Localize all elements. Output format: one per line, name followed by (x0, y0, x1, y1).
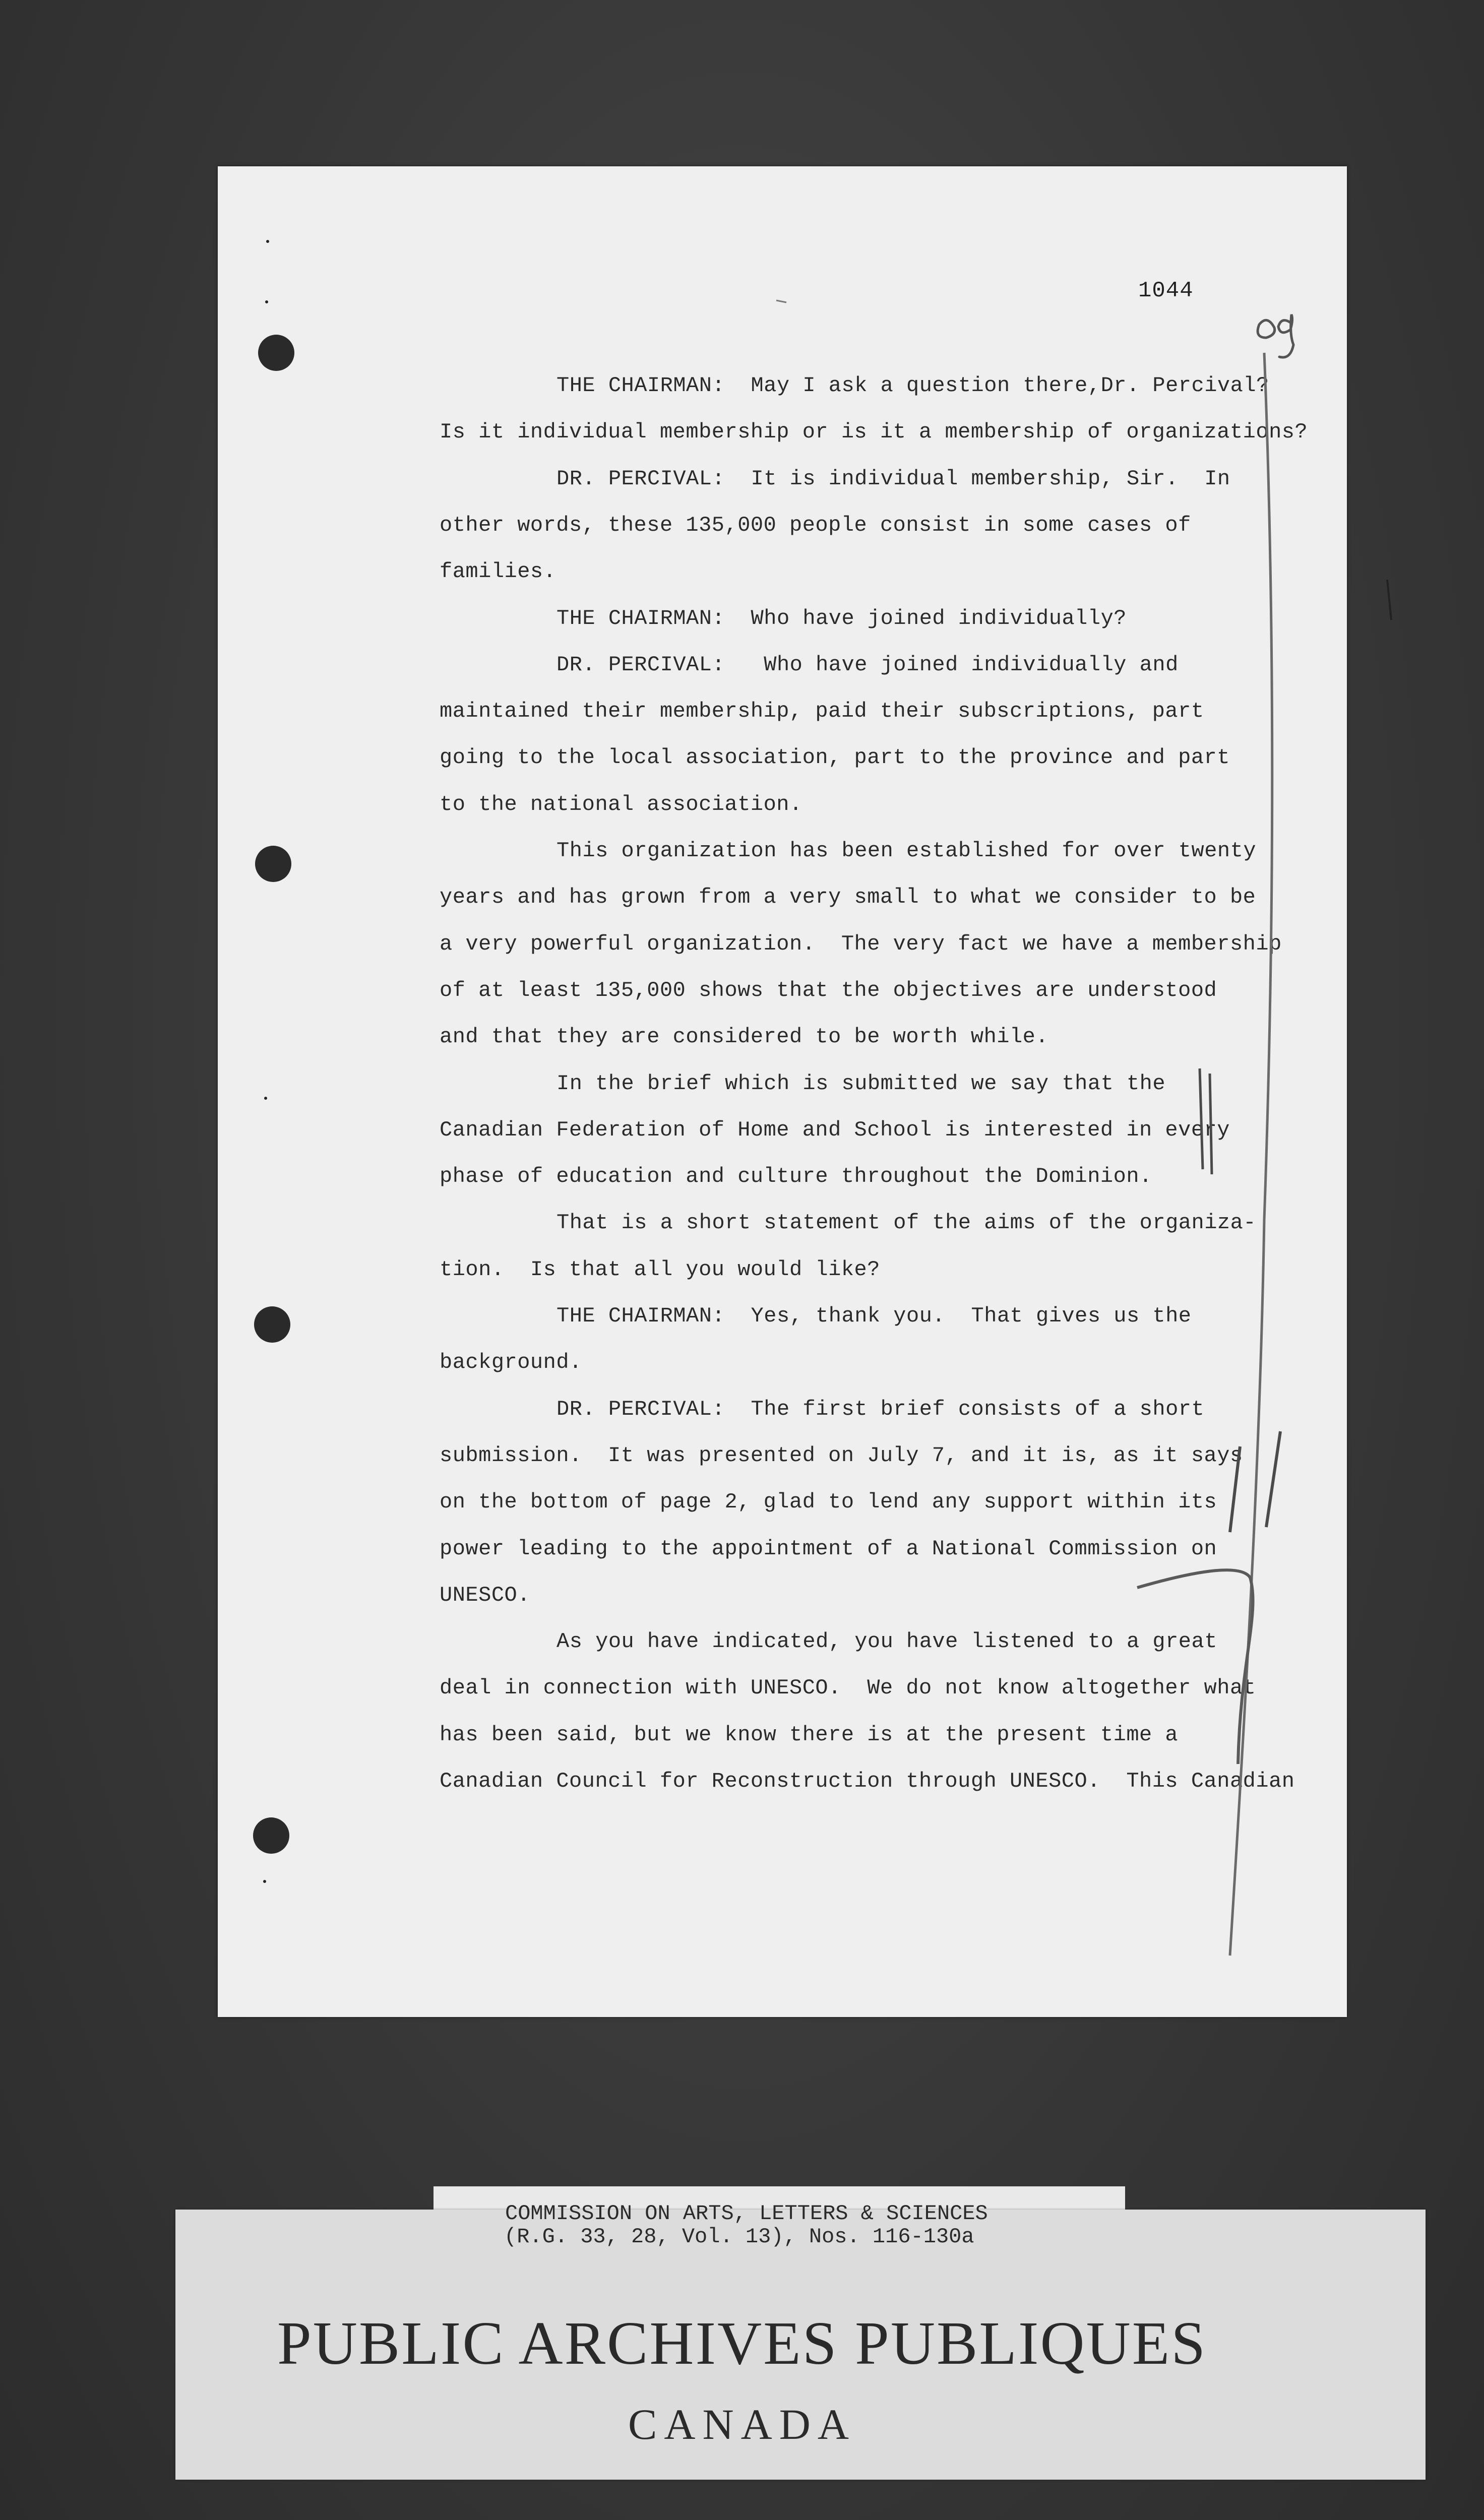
text-line: In the brief which is submitted we say that the (556, 1072, 1166, 1096)
text-line: deal in connection with UNESCO. We do not know altogether what (440, 1676, 1256, 1700)
archive-title: PUBLIC ARCHIVES PUBLIQUES (277, 2309, 1207, 2377)
text-line: has been said, but we know there is at the present time a (440, 1723, 1179, 1747)
text-line: a very powerful organization. The very fact we have a membership (440, 932, 1282, 956)
text-line: THE CHAIRMAN: Yes, thank you. That gives us the (556, 1304, 1192, 1328)
text-line: This organization has been established for over twenty (556, 839, 1257, 863)
text-line: Canadian Federation of Home and School is interested in every (440, 1118, 1230, 1142)
text-line: other words, these 135,000 people consist in some cases of (440, 513, 1191, 537)
margin-mark (1200, 1068, 1212, 1174)
archive-reference-line-1: COMMISSION ON ARTS, LETTERS & SCIENCES (505, 2201, 988, 2226)
text-line: tion. Is that all you would like? (440, 1257, 880, 1282)
text-line: THE CHAIRMAN: Who have joined individually? (556, 606, 1127, 631)
text-line: phase of education and culture throughout the Dominion. (440, 1164, 1152, 1188)
handwritten-initials (1258, 314, 1293, 357)
text-line: background. (440, 1350, 582, 1374)
text-line: UNESCO. (440, 1583, 530, 1607)
text-line: submission. It was presented on July 7, and it is, as it says (440, 1443, 1243, 1468)
text-line: years and has grown from a very small to what we consider to be (440, 885, 1256, 909)
text-line: THE CHAIRMAN: May I ask a question there,Dr. Percival? (556, 373, 1269, 398)
archive-reference-line-2: (R.G. 33, 28, Vol. 13), Nos. 116-130a (504, 2225, 974, 2249)
text-line: DR. PERCIVAL: The first brief consists of a short (556, 1397, 1205, 1421)
text-line: That is a short statement of the aims of the organiza- (556, 1211, 1257, 1235)
text-line: and that they are considered to be worth while. (440, 1025, 1049, 1049)
text-line: families. (440, 559, 556, 584)
margin-mark (1137, 1570, 1253, 1764)
text-line: going to the local association, part to the province and part (440, 745, 1230, 770)
text-line: maintained their membership, paid their subscriptions, part (440, 699, 1204, 723)
text-line: to the national association. (440, 792, 802, 816)
text-line: Canadian Council for Reconstruction through UNESCO. This Canadian (440, 1769, 1295, 1793)
margin-line (1230, 353, 1272, 1956)
text-line: power leading to the appointment of a National Commission on (440, 1537, 1217, 1561)
text-line: on the bottom of page 2, glad to lend any support within its (440, 1490, 1217, 1514)
text-line: DR. PERCIVAL: It is individual membership, Sir. In (556, 467, 1230, 491)
text-line: As you have indicated, you have listened to a great (556, 1629, 1217, 1654)
text-line: of at least 135,000 shows that the objectives are understood (440, 978, 1217, 1002)
text-line: DR. PERCIVAL: Who have joined individually and (556, 653, 1179, 677)
archive-country: CANADA (628, 2400, 856, 2448)
speck (776, 300, 786, 302)
page-number: 1044 (1138, 278, 1194, 303)
text-line: Is it individual membership or is it a membership of organizations? (440, 420, 1308, 444)
speck (1387, 580, 1391, 620)
